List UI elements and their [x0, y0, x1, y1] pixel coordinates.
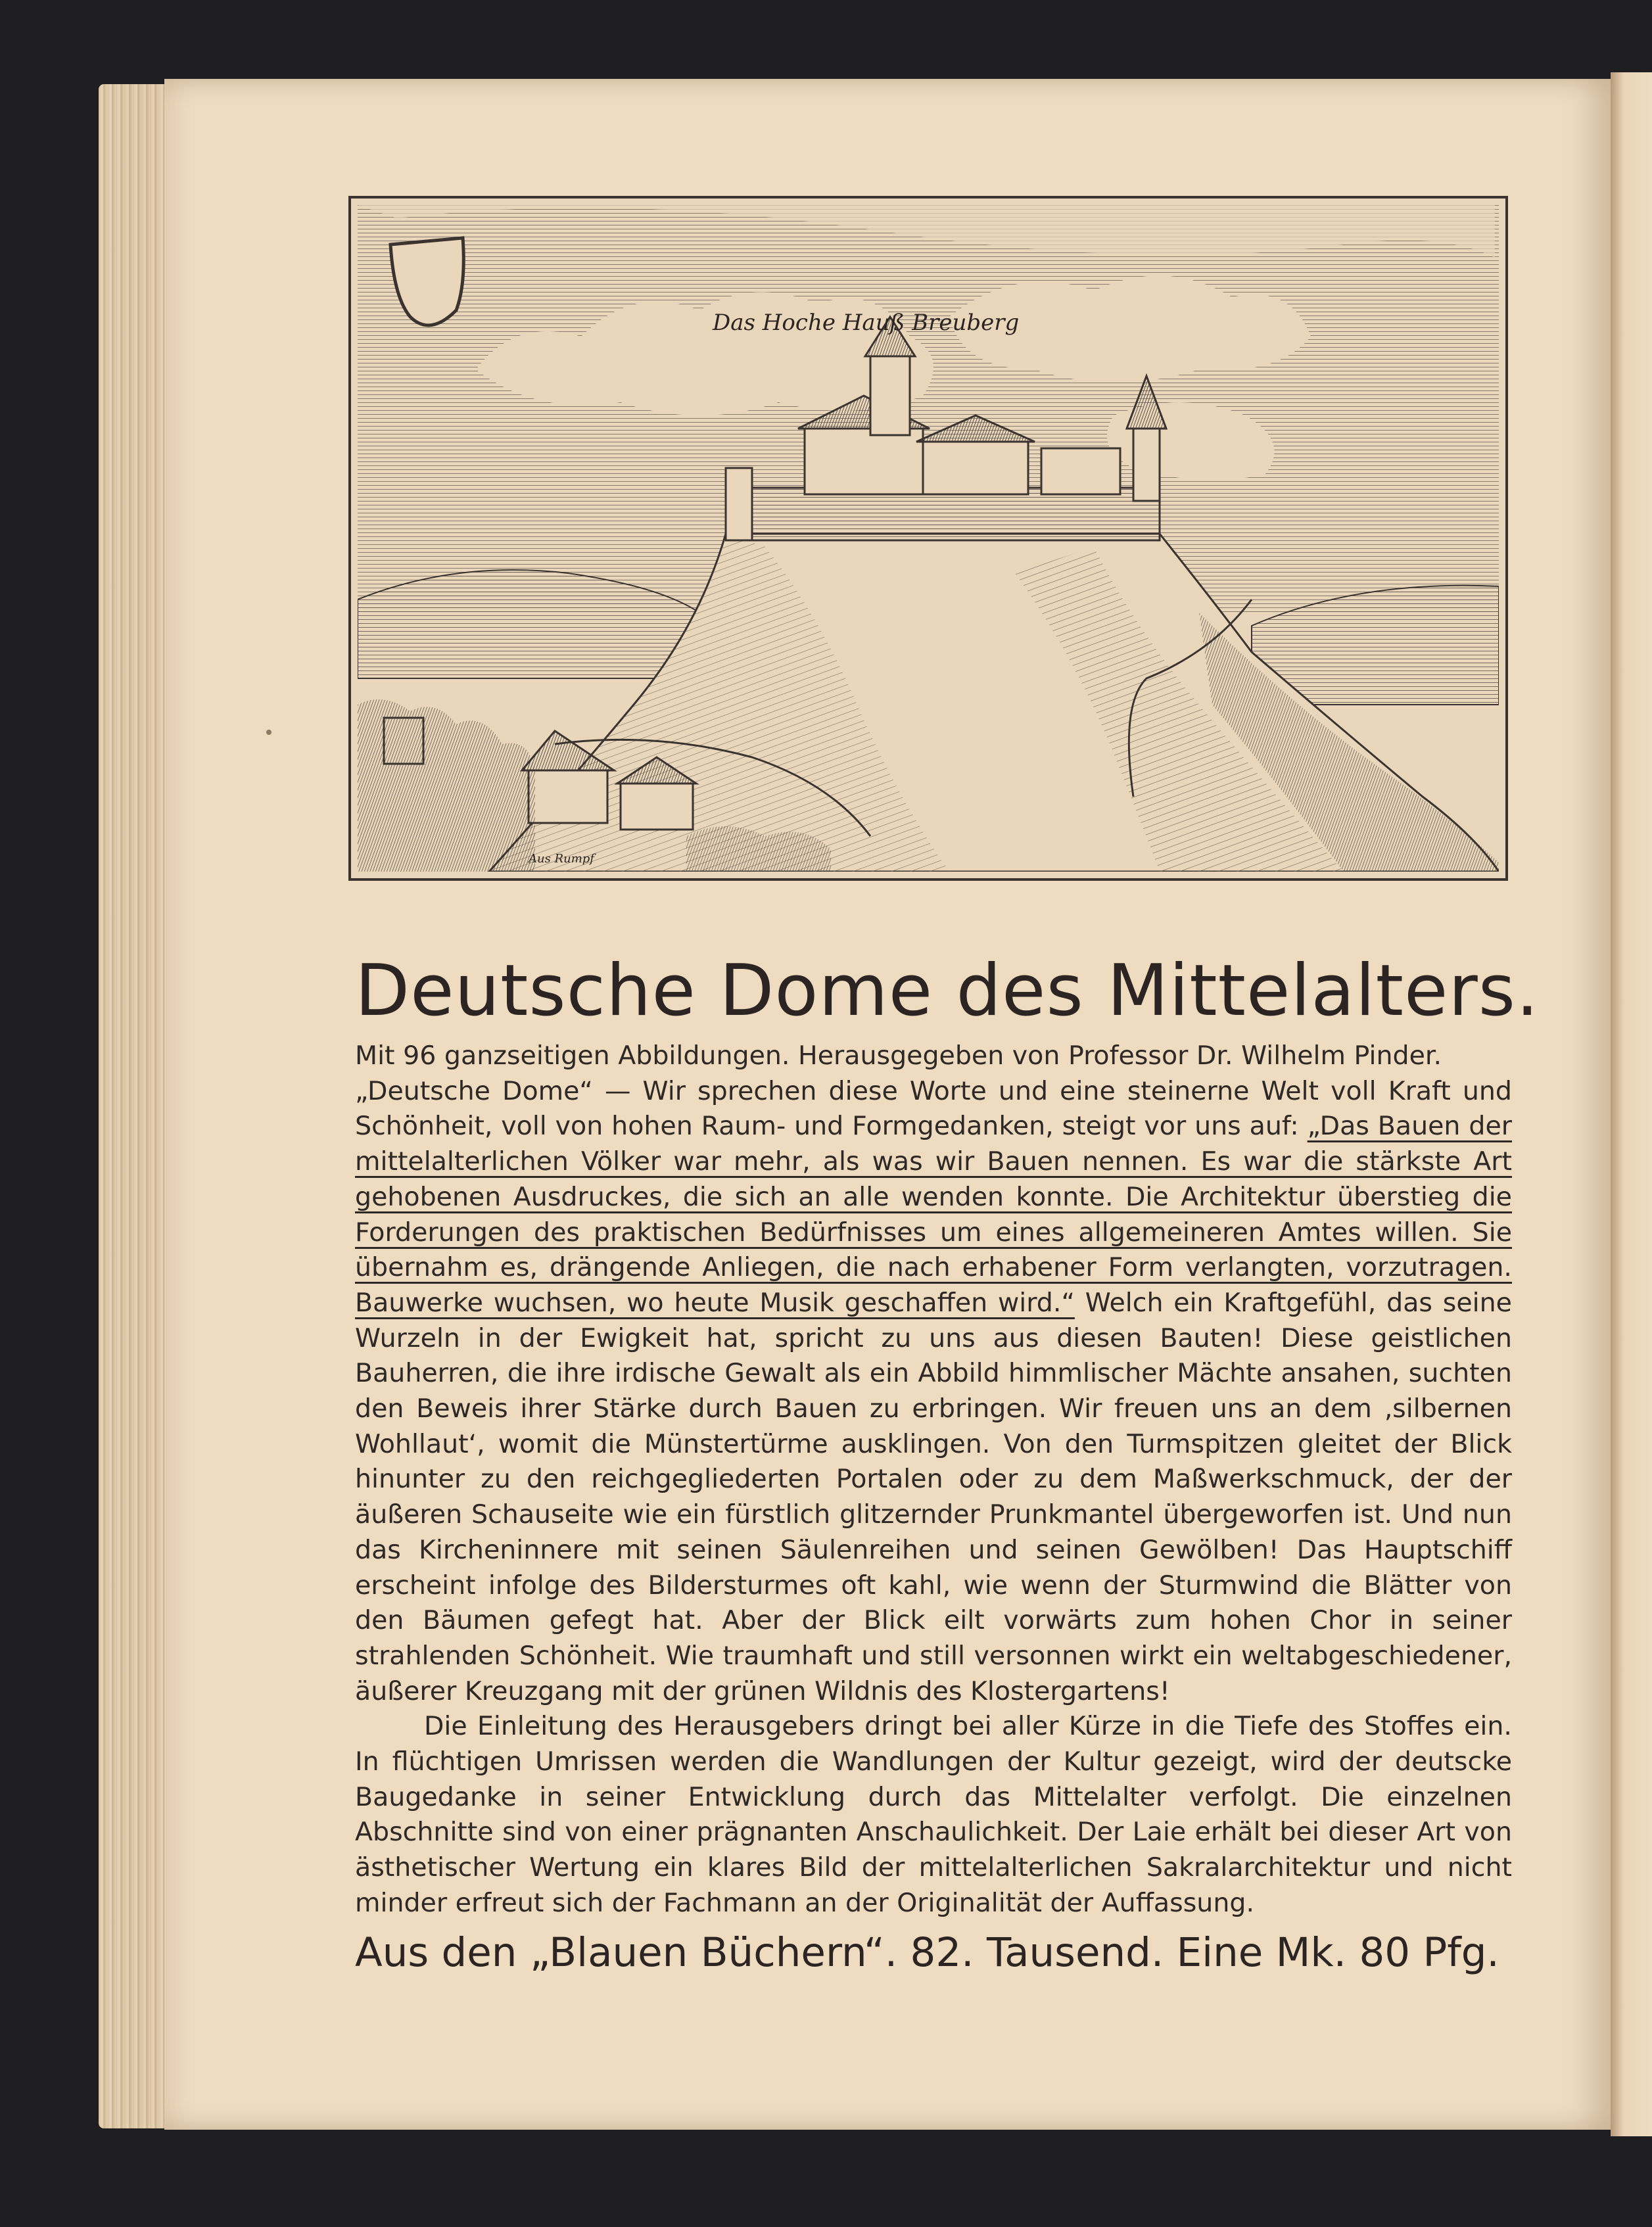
article-body	[355, 1039, 1512, 1921]
advert-footer: Aus den „Blauen Büchern“. 82. Tausend. Eine Mk. 80 Pfg.	[355, 1929, 1499, 1976]
facing-page-edge	[1611, 72, 1652, 2136]
paragraph-1-rest: Welch ein Kraftgefühl, das seine Wurzeln in der Ewigkeit hat, spricht zu uns aus diesen Bauten! Diese geistlichen Bauherren, die ihre irdische Gewalt als ein Abbild himmlischer Mächte ansahen, suchten den Beweis ihrer Stärke durch Bauen zu erbringen. Wir freuen uns an dem ‚silbernen Wohllaut‘, womit die Münstertürme ausklingen. Von den Turmspitzen gleitet der Blick hinunter zu den reichgegliederten Portalen oder zu dem Maßwerkschmuck, der der äußeren Schauseite wie ein fürstlich glitzernder Prunkmantel übergeworfen ist. Und nun das Kircheninnere mit seinen Säulenreihen und seinen Gewölben! Das Hauptschiff erscheint infolge des Bildersturmes oft kahl, wie wenn der Sturmwind die Blätter von den Bäumen gefegt hat. Aber der Blick eilt vorwärts zum hohen Chor in seiner strahlenden Schönheit. Wie traumhaft und still versonnen wirkt ein weltabgeschiedener, äußerer Kreuzgang mit der grünen Wildnis des Klostergartens!	[355, 1287, 1512, 1706]
paragraph-1	[355, 1074, 1512, 1710]
paragraph-2: Die Einleitung des Herausgebers dringt bei aller Kürze in die Tiefe des Stoffes ein. In flüchtigen Umrissen werden die Wandlungen der Kultur gezeigt, wird der deutscke Baugedanke in seiner Entwicklung durch das Mittelalter verfolgt. Die einzelnen Abschnitte sind von einer prägnanten Anschaulichkeit. Der Laie erhält bei dieser Art von ästhetischer Wertung ein klares Bild der mittelalterlichen Sakralarchitektur und nicht minder erfreut sich der Fachmann an der Originalität der Auffassung.	[355, 1711, 1512, 1918]
engraving-caption: Das Hoche Hauß Breuberg	[713, 310, 1020, 336]
page-title: Deutsche Dome des Mittelalters.	[355, 950, 1540, 1032]
pinder-quote: „Das Bauen der mittelalterlichen Völker war mehr, als was wir Bauen nennen. Es war die stärkste Art gehobenen Ausdruckes, die sich an alle wenden konnte. Die Architektur überstieg die Forderungen des praktischen Bedürfnisses um eines allgemeineren Amtes willen. Sie übernahm es, drängende Anliegen, die nach erhabener Form verlangten, vorzutragen. Bauwerke wuchsen, wo heute Musik geschaffen wird.“	[355, 1111, 1512, 1318]
castle-engraving	[348, 196, 1508, 881]
intro-line: Mit 96 ganzseitigen Abbildungen. Herausgegeben von Professor Dr. Wilhelm Pinder.	[355, 1041, 1442, 1071]
engraving-signature: Aus Rumpf	[529, 852, 594, 866]
book-page-edges	[99, 84, 171, 2128]
paper-spot	[266, 730, 271, 735]
castle-engraving-drawing	[358, 205, 1499, 872]
paragraph-1-start: „Deutsche Dome“ — Wir sprechen diese Worte und eine steinerne Welt voll Kraft und Schönheit, voll von hohen Raum- und Formgedanken, steigt vor uns auf:	[355, 1075, 1512, 1142]
